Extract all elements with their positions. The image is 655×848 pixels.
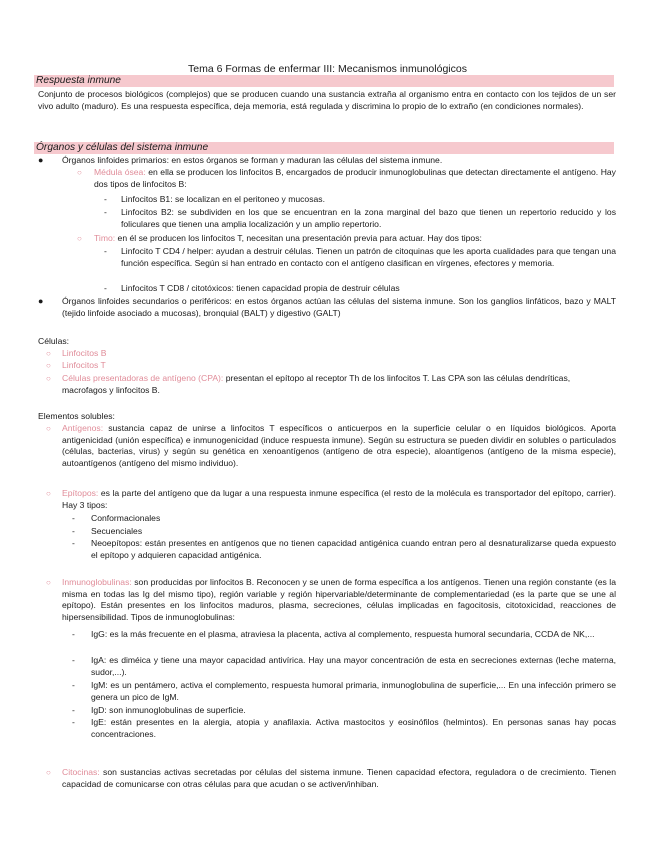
term-cpa: Células presentadoras de antígeno (CPA): [62,373,224,383]
term-antigenos: Antígenos: [62,423,104,433]
bullet-circle-icon: ○ [46,361,51,370]
bullet-circle-icon: ○ [46,349,51,358]
bullet-dash-icon: - [104,283,107,293]
bullet-dash-icon: - [104,246,107,256]
bullet-circle-icon: ○ [46,374,51,383]
page-title: Tema 6 Formas de enfermar III: Mecanismos inmunológicos [188,63,467,75]
section-heading-organos: Órganos y células del sistema inmune [34,142,614,154]
bullet-circle-icon: ○ [77,168,82,177]
bullet-dash-icon: - [72,629,75,639]
document-page: Tema 6 Formas de enfermar III: Mecanismos inmunológicos Respuesta inmune Conjunto de procesos biológicos (complejos) que se producen cuando una sustancia extraña al organismo entra en contacto con los tejidos de un ser vivo adulto (maduro). Es una respuesta específica, deja memoria, está regulada y discrimina lo propio de lo extraño (en condiciones normales). Órganos y células del sistema inmune ● Órganos linfoides primarios: en estos órganos se forman y maduran las células del sistema inmune. ○ Médula ósea: en ella se producen los linfocitos B, encargados de producir inmunoglobulinas que detectan directamente el antígeno. Hay dos tipos de linfocitos B: - Linfocitos B1: se localizan en el peritoneo y mucosas. - Linfocitos B2: se subdividen en los que se encuentran en la zona marginal del bazo que tienen un repertorio reducido y los foliculares que tienen una amplia localización y un amplio repertorio. ○ Timo: en él se producen los linfocitos T, necesitan una presentación previa para actuar. Hay dos tipos: - Linfocito T CD4 / helper: ayudan a destruir células. Tienen un patrón de citoquinas que les aporta cualidades para que tengan una función específica. Según si han entrado en contacto con el antígeno clasifican en vírgenes, efectores y memoria. - Linfocitos T CD8 / citotóxicos: tienen capacidad propia de destruir células ● Órganos linfoides secundarios o periféricos: en estos órganos actúan las células del sistema inmune. Son los ganglios linfáticos, bazo y MALT (tejido linfoide asociado a mucosas), bronquial (BALT) y digestivo (GALT) Células: ○ Linfocitos B ○ Linfocitos T ○ Células presentadoras de antígeno (CPA): presentan el epítopo al receptor Th de los linfocitos T. Las CPA son las células dendríticas, macrofagos y linfocitos B. Elementos solubles: ○ Antígenos: sustancia capaz de unirse a linfocitos T específicos o anticuerpos en la superficie celular o en líquidos biológicos. Aporta antigenicidad (unión específica) e inmunogenicidad (induce respuesta inmune). Según su estructura se pueden dividir en solubles o particulados (células, bacterias, virus) y según su genética en xenoantígenos (antígeno de otra especie), aloantígenos (antígeno de la misma especie), autoantígenos (antígeno del mismo individuo). ○ Epítopos: es la parte del antígeno que da lugar a una respuesta inmune específica (el resto de la molécula es transportador del epítopo, carrier). Hay 3 tipos: - Conformacionales - Secuenciales - Neoepítopos: están presentes en antígenos que no tienen capacidad antigénica cuando entran pero al desnaturalizarse queda expuesto el epítopo y adquieren capacidad antigénica. ○ Inmunoglobulinas: son producidas por linfocitos B. Reconocen y se unen de forma específica a los antígenos. Tienen una región constante (es la misma en todas las Ig del mismo tipo), región variable y región hipervariable/determinante de complementariedad (es la parte que se une al epítopo). Están presentes en los linfocitos maduros, plasma, secreciones, células implicadas en fagocitosis, citotoxicidad, reacciones de hipersensibilidad. Tipos de inmunoglobulinas: - IgG: es la más frecuente en el plasma, atraviesa la placenta, activa al complemento, respuesta humoral secundaria, CCDA de NK,... - IgA: es diméica y tiene una mayor capacidad antivírica. Hay una mayor concentración de esta en secreciones externas (leche materna, sudor,...). - IgM: es un pentámero, activa el complemento, respuesta humoral primaria, inmunoglobulina de superficie,... En una infección primero se genera un pico de IgM. - IgD: son inmunoglobulinas de superficie. - IgE: están presentes en la alergia, atopia y anafilaxia. Activa mastocitos y eosinófilos (helmintos). En personas sanas hay pocas concentraciones. ○ Citocinas: son sustancias activas secretadas por células del sistema inmune. Tienen capacidad efectora, reguladora o de crecimiento. Tienen capacidad de comunicarse con otras células para que acudan o se activen/inhiban. [0,0,655,848]
term-epitopos: Epítopos: [62,488,99,498]
bullet-dash-icon: - [72,526,75,536]
label-celulas: Células: [38,336,70,346]
bullet-dot-icon: ● [38,155,44,165]
section-heading-respuesta: Respuesta inmune [34,75,614,87]
label-elementos-solubles: Elementos solubles: [38,411,115,421]
term-medula: Médula ósea: [94,167,146,177]
bullet-dash-icon: - [72,513,75,523]
bullet-circle-icon: ○ [77,234,82,243]
bullet-circle-icon: ○ [46,489,51,498]
bullet-dash-icon: - [104,207,107,217]
term-inmunoglobulinas: Inmunoglobulinas: [62,577,132,587]
bullet-dash-icon: - [72,655,75,665]
paragraph-respuesta: Conjunto de procesos biológicos (complejos) que se producen cuando una sustancia extraña al organismo entra en contacto con los tejidos de un ser vivo adulto (maduro). Es una respuesta específica, deja memoria, está regulada y discrimina lo propio de lo extraño (en condiciones normales). [38,89,616,111]
bullet-circle-icon: ○ [46,768,51,777]
term-timo: Timo: [94,233,116,243]
bullet-dot-icon: ● [38,296,44,306]
bullet-circle-icon: ○ [46,578,51,587]
term-citocinas: Citocinas: [62,767,100,777]
bullet-circle-icon: ○ [46,424,51,433]
bullet-dash-icon: - [72,538,75,548]
bullet-dash-icon: - [72,705,75,715]
bullet-dash-icon: - [104,194,107,204]
bullet-dash-icon: - [72,680,75,690]
bullet-dash-icon: - [72,717,75,727]
